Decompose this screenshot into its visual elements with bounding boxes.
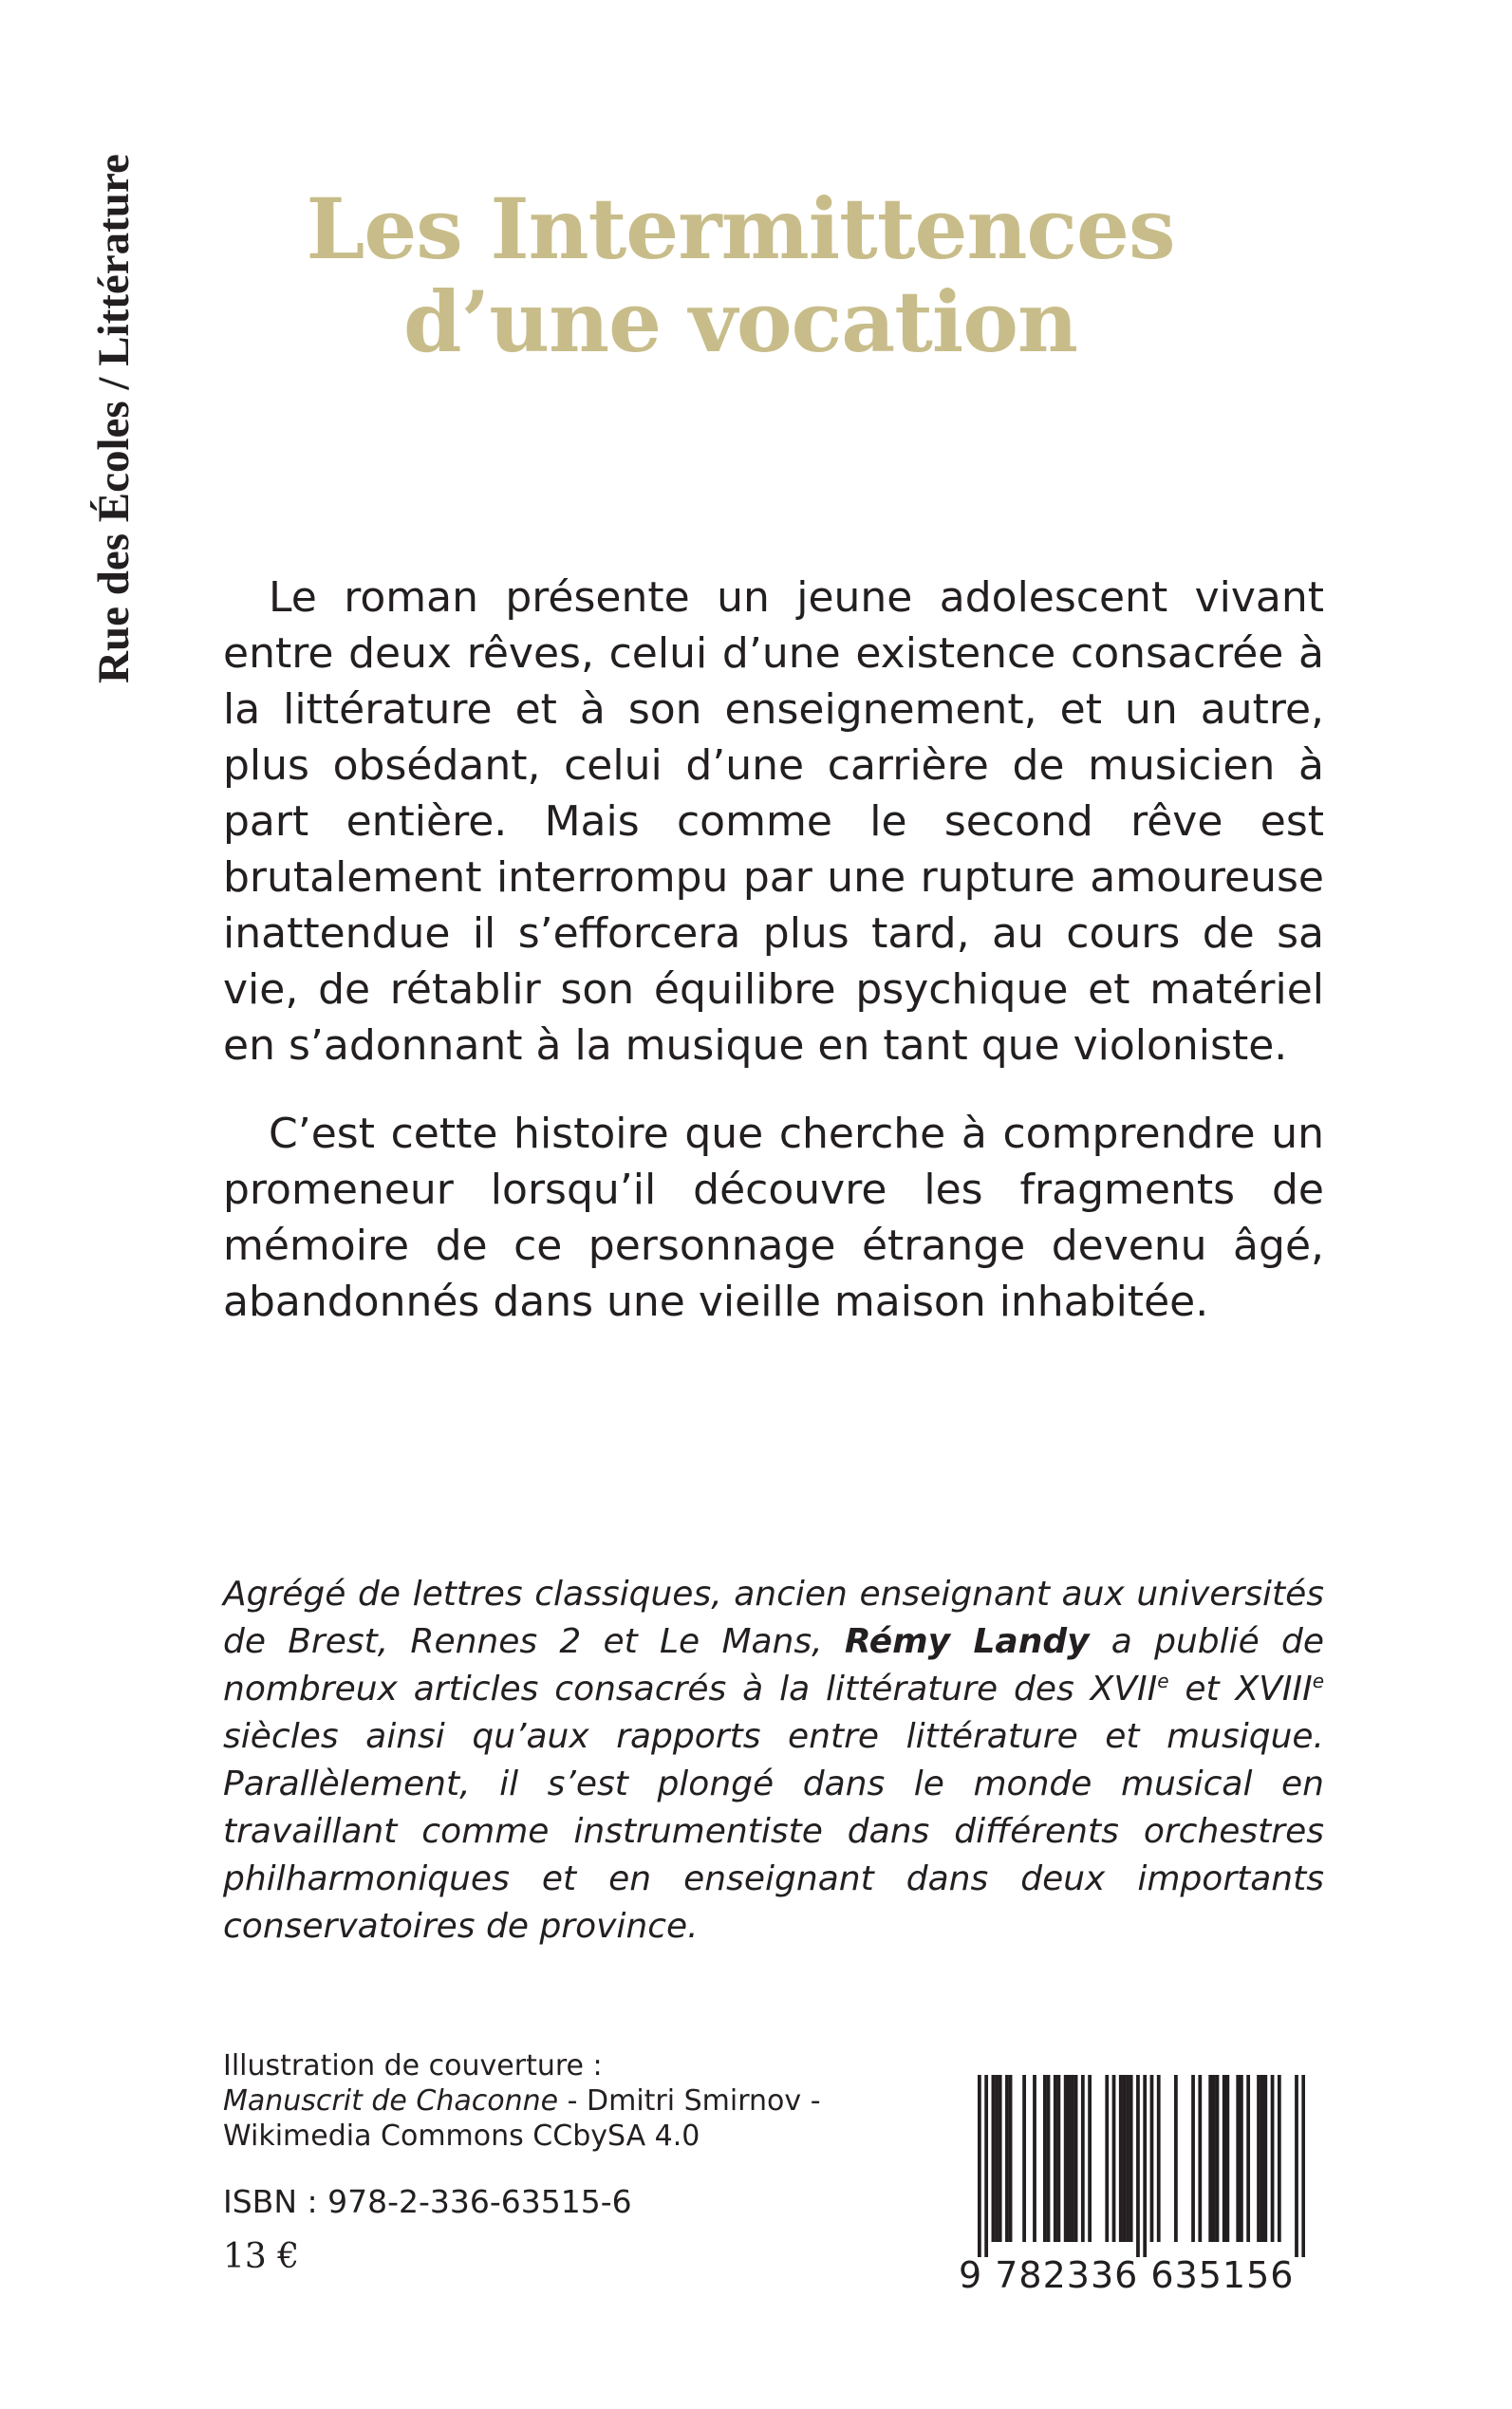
- credits-line-2: [223, 2083, 887, 2119]
- barcode-bar: [1074, 2075, 1078, 2242]
- blurb-paragraph-1: Le roman présente un jeune adolescent vivant entre deux rêves, celui d’une existence consacrée à la littérature et à son enseignement, et un autre, plus obsédant, celui d’une carrière de musicien à part entière. Mais comme le second rêve est brutalement interrompu par une rupture amoureuse inattendue il s’efforcera plus tard, au cours de sa vie, de rétablir son équilibre psychique et matériel en s’adonnant à la musique en tant que violoniste.: [223, 573, 1324, 1070]
- barcode-bar: [1216, 2075, 1220, 2242]
- barcode-bar: [978, 2075, 981, 2257]
- bio-text-2: a publié de nombreux articles consacrés à la littérature des XVII: [223, 1622, 1324, 1709]
- barcode-bar: [1022, 2075, 1026, 2242]
- barcode-bar: [1225, 2075, 1229, 2242]
- barcode-bar: [1009, 2075, 1013, 2242]
- book-title-line-1: Les Intermittences: [306, 179, 1175, 278]
- barcode-bar: [1260, 2075, 1264, 2242]
- bio-text-1: Agrégé de lettres classiques, ancien enseignant aux universités de Brest, Rennes 2 et Le Mans,: [223, 1575, 1324, 1661]
- spine-text: [76, 95, 152, 683]
- barcode-bar: [1057, 2075, 1061, 2242]
- barcode: [959, 2075, 1312, 2296]
- barcode-bar: [1126, 2075, 1129, 2242]
- barcode-bar: [984, 2075, 988, 2257]
- barcode-bar: [1054, 2075, 1057, 2242]
- credits-line-1: Illustration de couverture :: [223, 2049, 603, 2082]
- barcode-bar: [992, 2075, 996, 2242]
- barcode-bar: [1174, 2075, 1178, 2242]
- author-name: Rémy Landy: [844, 1622, 1090, 1661]
- barcode-digits: 9 782336 635156: [959, 2254, 1295, 2296]
- barcode-bar: [1112, 2075, 1116, 2242]
- barcode-bar: [1223, 2075, 1226, 2242]
- barcode-bar: [1257, 2075, 1260, 2242]
- barcode-bar: [1047, 2075, 1051, 2242]
- blurb-paragraph-2: C’est cette histoire que cherche à comprendre un promeneur lorsqu’il découvre les fragments de mémoire de ce personnage étrange devenu âgé, abandonnés dans une vieille maison inhabitée.: [223, 1110, 1324, 1326]
- barcode-bar: [995, 2075, 999, 2242]
- barcode-bar: [1088, 2075, 1092, 2242]
- credits-work-title: Manuscrit de Chaconne: [223, 2084, 559, 2118]
- credits-artist: - Dmitri Smirnov -: [558, 2084, 821, 2118]
- spine-category: Littérature: [89, 154, 139, 366]
- barcode-bar: [1240, 2075, 1243, 2242]
- barcode-bar: [1081, 2075, 1085, 2242]
- barcode-bar: [1236, 2075, 1240, 2242]
- bio-text-3: et XVIII: [1168, 1670, 1313, 1709]
- credits-line-3: Wikimedia Commons CCbySA 4.0: [223, 2120, 700, 2153]
- bio-text-4: siècles ainsi qu’aux rapports entre littérature et musique. Parallèlement, il s’est plongé dans le monde musical en travaillant comme instrumentiste dans différents orchestres philharmoniques et en enseignant dans deux importants conservatoires de province.: [223, 1717, 1324, 1946]
- barcode-bar: [1105, 2075, 1109, 2242]
- barcode-bar: [1136, 2075, 1140, 2257]
- barcode-bars: [978, 2075, 1305, 2257]
- barcode-bar: [1301, 2075, 1305, 2257]
- price: 13 €: [223, 2237, 300, 2276]
- bio-superscript-1: e: [1157, 1670, 1169, 1692]
- barcode-bar: [1043, 2075, 1047, 2242]
- barcode-bar: [1064, 2075, 1068, 2242]
- barcode-bar: [1123, 2075, 1127, 2242]
- barcode-bar: [1119, 2075, 1123, 2242]
- barcode-bar: [1191, 2075, 1195, 2242]
- barcode-bar: [1129, 2075, 1133, 2242]
- blurb: [223, 570, 1324, 1330]
- spine-separator: /: [89, 365, 139, 402]
- barcode-bar: [1295, 2075, 1298, 2257]
- barcode-bar: [1263, 2075, 1267, 2242]
- barcode-bar: [1150, 2075, 1154, 2242]
- cover-credits: [223, 2048, 887, 2154]
- bio-superscript-2: e: [1312, 1670, 1325, 1692]
- barcode-bar: [1071, 2075, 1074, 2242]
- barcode-bar: [1033, 2075, 1036, 2242]
- isbn: ISBN : 978-2-336-63515-6: [223, 2183, 632, 2220]
- barcode-bar: [1278, 2075, 1281, 2242]
- barcode-bar: [1198, 2075, 1202, 2242]
- barcode-bar: [1157, 2075, 1161, 2242]
- barcode-bar: [999, 2075, 1002, 2242]
- barcode-bar: [1208, 2075, 1212, 2242]
- spine-collection: Rue des Écoles: [89, 401, 139, 683]
- author-bio: [223, 1571, 1324, 1951]
- barcode-bar: [1212, 2075, 1216, 2242]
- barcode-bar: [1246, 2075, 1250, 2242]
- barcode-bar: [1005, 2075, 1009, 2242]
- barcode-bar: [1067, 2075, 1071, 2242]
- barcode-bar: [1271, 2075, 1275, 2242]
- barcode-bar: [1143, 2075, 1147, 2257]
- book-title-line-2: d’une vocation: [403, 272, 1077, 371]
- book-title: [190, 179, 1291, 371]
